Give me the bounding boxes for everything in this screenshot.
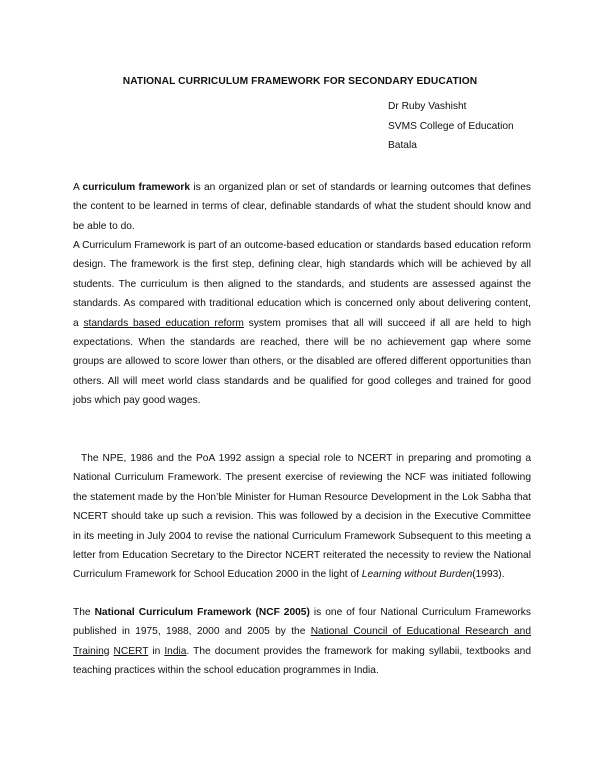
p2-text-a: A Curriculum Framework is part of an outcome-based education or standards based education reform design. The framework is the first step, defining clear, high standards which will be achieved by all students. The curriculum is then aligned to the standards, and students are assessed against the standards. As compared with traditional education which is concerned only about delivering content, a xyxy=(73,240,531,329)
p1-text-a: A xyxy=(73,182,83,193)
paragraph-ncf-2005 xyxy=(73,603,531,681)
p2-text-c: system promises that all will succeed if all are held to high expectations. When the standards are reached, there will be no achievement gap where some groups are allowed to score lower than others, or the disabled are offered different opportunities than others. All will meet world class standards and be qualified for good colleges and trained for good jobs which pay good wages. xyxy=(73,317,531,407)
standards-based-reform-link[interactable]: standards based education reform xyxy=(83,317,244,329)
p1-bold-term: curriculum framework xyxy=(82,182,191,193)
paragraph-npe xyxy=(73,449,531,585)
author-name: Dr Ruby Vashisht xyxy=(388,101,467,112)
p3-text-a: The NPE, 1986 and the PoA 1992 assign a special role to NCERT in preparing and promoting a National Curriculum Framework. The present exercise of reviewing the NCF was initiated following the statement made by the Hon’ble Minister for Human Resource Development in the Lok Sabha that NCERT should take up such a revision. This was followed by a decision in the Executive Committee in its meeting in July 2004 to revise the national Curriculum Framework Subsequent to this meeting a letter from Education Secretary to the Director NCERT reiterated the necessity to review the National Curriculum Framework for School Education 2000 in the light of xyxy=(73,453,531,581)
author-block xyxy=(388,97,514,156)
p3-italic-title: Learning without Burden xyxy=(361,569,473,581)
author-place: Batala xyxy=(388,140,417,151)
p4-text-c: is one of four National Curriculum Frameworks published in 1975, 1988, 2000 and 2005 by the xyxy=(73,607,531,638)
author-institution: SVMS College of Education xyxy=(388,120,514,132)
document-title: NATIONAL CURRICULUM FRAMEWORK FOR SECONDARY EDUCATION xyxy=(122,76,478,87)
ncert-link[interactable]: NCERT xyxy=(113,645,149,657)
ncert-full-name-link[interactable]: National Council of Educational Research and Training xyxy=(73,626,531,657)
p4-text-e: in xyxy=(148,645,165,657)
p1-text-c: is an organized plan or set of standards or learning outcomes that defines the content to be learned in terms of clear, definable standards of what the student should know and be able to do. xyxy=(73,182,531,232)
india-link[interactable]: India xyxy=(164,645,187,657)
paragraph-definition xyxy=(73,178,531,236)
paragraph-outcome-based xyxy=(73,236,531,411)
p4-text-a: The xyxy=(73,607,95,618)
p4-bold-term: National Curriculum Framework (NCF 2005) xyxy=(94,607,310,618)
p3-text-c: (1993). xyxy=(472,569,505,581)
p4-text-f: . The document provides the framework for making syllabii, textbooks and teaching practices within the school education programmes in India. xyxy=(73,645,531,677)
